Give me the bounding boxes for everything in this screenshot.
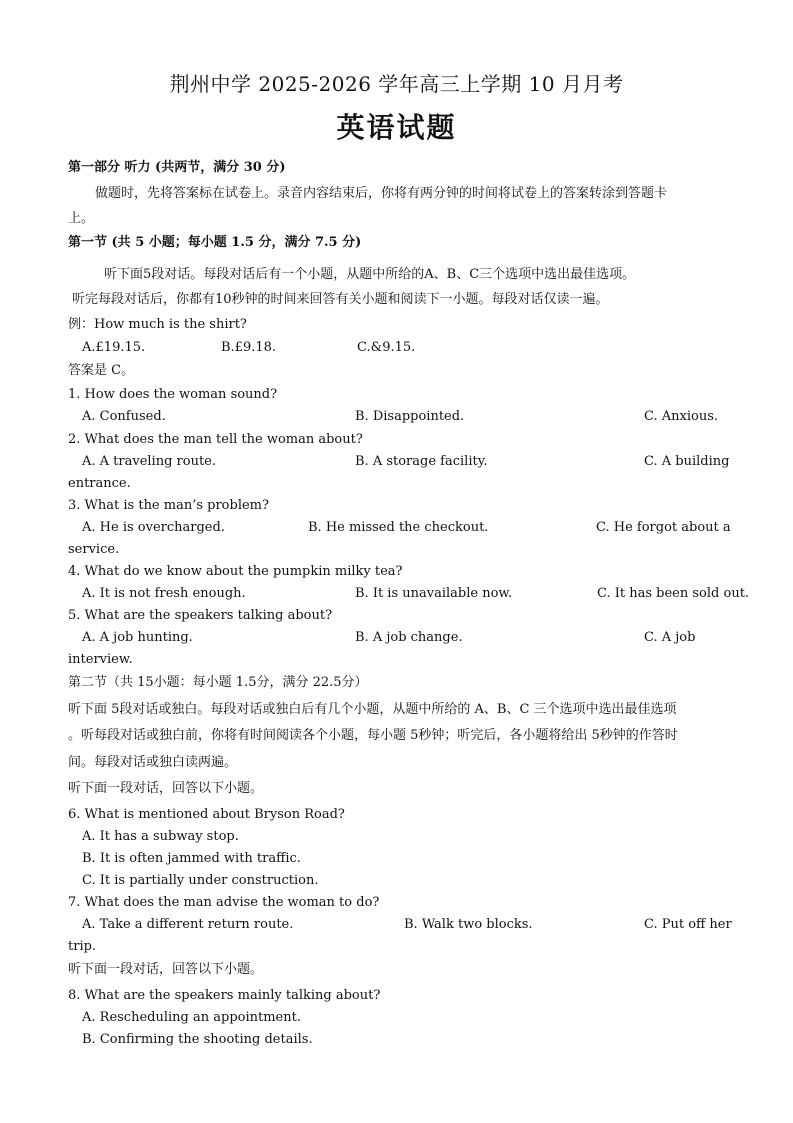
question-1-option-c: C. Anxious. (644, 409, 719, 424)
question-4-option-b: B. It is unavailable now. (355, 586, 513, 601)
question-7-option-c-cont: trip. (68, 939, 97, 954)
exam-subject: 英语试题 (336, 111, 457, 144)
example-answer: 答案是 C。 (68, 363, 135, 378)
question-7-stem: 7. What does the man advise the woman to do? (68, 895, 380, 910)
part1-instructions-cont: 上。 (68, 211, 95, 226)
listen-instruction-a: 听下面一段对话，回答以下小题。 (68, 781, 264, 796)
question-3-option-b: B. He missed the checkout. (308, 520, 489, 535)
question-3-option-a: A. He is overcharged. (82, 520, 225, 535)
question-3-option-c: C. He forgot about a (596, 520, 731, 535)
example-option-b: B.£9.18. (221, 340, 277, 355)
question-5-option-c: C. A job (644, 630, 696, 645)
question-3-stem: 3. What is the man’s problem? (68, 498, 269, 513)
question-6-option-a: A. It has a subway stop. (82, 829, 239, 844)
section1-instructions-cont: 听完每段对话后，你都有10秒钟的时间来回答有关小题和阅读下一小题。每段对话仅读一遍。 (72, 292, 609, 307)
question-2-option-c: C. A building (644, 454, 730, 469)
question-6-option-c: C. It is partially under construction. (82, 873, 319, 888)
question-2-option-c-cont: entrance. (68, 476, 131, 491)
section1-instructions: 听下面5段对话。每段对话后有一个小题，从题中所给的A、B、C三个选项中选出最佳选项。 (104, 267, 636, 282)
question-5-stem: 5. What are the speakers talking about? (68, 608, 333, 623)
question-5-option-a: A. A job hunting. (82, 630, 193, 645)
question-8-stem: 8. What are the speakers mainly talking about? (68, 988, 381, 1003)
question-7-option-b: B. Walk two blocks. (404, 917, 533, 932)
question-6-option-b: B. It is often jammed with traffic. (82, 851, 301, 866)
question-7-option-c: C. Put off her (644, 917, 732, 932)
question-1-stem: 1. How does the woman sound? (68, 387, 278, 402)
question-1-option-b: B. Disappointed. (355, 409, 465, 424)
question-2-stem: 2. What does the man tell the woman about? (68, 432, 363, 447)
question-3-option-c-cont: service. (68, 542, 120, 557)
listen-instruction-b: 听下面一段对话，回答以下小题。 (68, 962, 264, 977)
question-1-option-a: A. Confused. (82, 409, 166, 424)
section1-heading: 第一节 (共 5 小题；每小题 1.5 分，满分 7.5 分) (68, 235, 362, 250)
question-4-stem: 4. What do we know about the pumpkin milky tea? (68, 564, 403, 579)
question-2-option-a: A. A traveling route. (82, 454, 217, 469)
section2-instructions: 听下面 5段对话或独白。每段对话或独白后有几个小题，从题中所给的 A、B、C 三个选项中选出最佳选项 (68, 702, 677, 717)
question-5-option-b: B. A job change. (355, 630, 463, 645)
question-2-option-b: B. A storage facility. (355, 454, 488, 469)
question-4-option-a: A. It is not fresh enough. (82, 586, 246, 601)
question-8-option-a: A. Rescheduling an appointment. (82, 1010, 301, 1025)
example-question: 例：How much is the shirt? (68, 317, 247, 332)
part1-instructions: 做题时，先将答案标在试卷上。录音内容结束后，你将有两分钟的时间将试卷上的答案转涂到答题卡 (95, 186, 668, 201)
part1-heading: 第一部分 听力 (共两节，满分 30 分) (68, 160, 286, 175)
example-option-c: C.&9.15. (357, 340, 416, 355)
question-7-option-a: A. Take a different return route. (82, 917, 294, 932)
example-option-a: A.£19.15. (82, 340, 146, 355)
question-5-option-c-cont: interview. (68, 652, 133, 667)
section2-heading: 第二节（共 15小题：每小题 1.5分，满分 22.5分） (68, 675, 368, 690)
question-4-option-c: C. It has been sold out. (597, 586, 750, 601)
question-8-option-b: B. Confirming the shooting details. (82, 1032, 313, 1047)
question-6-stem: 6. What is mentioned about Bryson Road? (68, 807, 345, 822)
exam-title: 荆州中学 2025-2026 学年高三上学期 10 月月考 (169, 72, 624, 96)
section2-instructions-cont: 。听每段对话或独白前，你将有时间阅读各个小题，每小题 5秒钟；听完后，各小题将给出 5秒钟的作答时 (68, 728, 678, 743)
section2-instructions-cont2: 间。每段对话或独白读两遍。 (68, 755, 238, 770)
